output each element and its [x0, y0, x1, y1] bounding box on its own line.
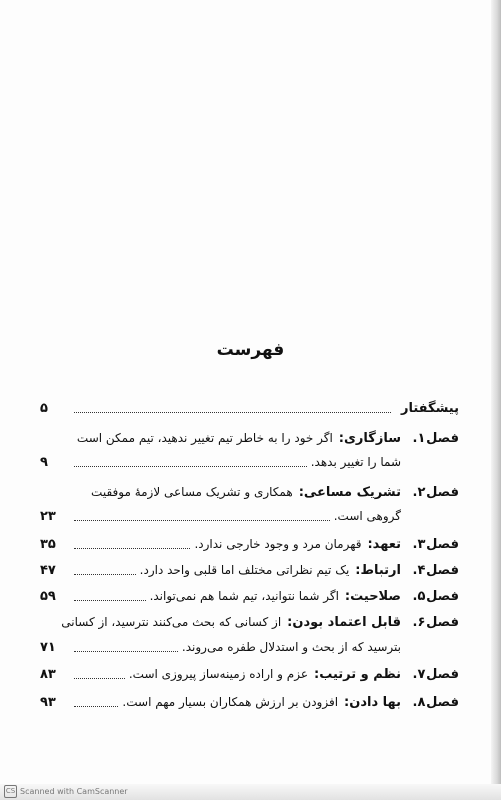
- toc-entry-chapter-6-cont: [40, 637, 459, 657]
- scanner-watermark-text: Scanned with CamScanner: [20, 787, 128, 796]
- scanner-watermark: [4, 785, 128, 798]
- page-number: ۳۵: [40, 536, 56, 552]
- toc-entry-chapter-2[interactable]: [40, 482, 459, 502]
- toc-entry-chapter-2-cont: [40, 506, 459, 526]
- chapter-title: تشریک مساعی:: [298, 484, 401, 500]
- page-number: ۴۷: [40, 562, 56, 578]
- chapter-title: ارتباط:: [355, 562, 401, 578]
- chapter-number: ۷.: [412, 666, 426, 682]
- toc-entry-chapter-6[interactable]: [40, 612, 459, 632]
- toc-entry-chapter-8[interactable]: [40, 692, 459, 712]
- dot-leader: [74, 706, 118, 707]
- page-number: ۷۱: [40, 639, 56, 655]
- chapter-label: [401, 695, 459, 710]
- chapter-label: [401, 667, 459, 682]
- chapter-label: [401, 537, 459, 552]
- chapter-word: فصل: [426, 430, 459, 446]
- page-number: ۲۳: [40, 508, 56, 524]
- chapter-description-cont: بترسید که از بحث و استدلال طفره می‌روند.: [181, 640, 401, 654]
- page-number: ۹: [40, 454, 48, 470]
- chapter-description: یک تیم نظراتی مختلف اما قلبی واحد دارد.: [139, 563, 350, 577]
- chapter-description-cont: شما را تغییر بدهد.: [310, 455, 401, 469]
- toc-entry-chapter-1-cont: [40, 452, 459, 472]
- chapter-title: بها دادن:: [344, 694, 401, 710]
- chapter-word: فصل: [426, 484, 459, 500]
- chapter-number: ۶.: [412, 614, 426, 630]
- dot-leader: [74, 651, 178, 652]
- chapter-label: [401, 615, 459, 630]
- chapter-label: [401, 563, 459, 578]
- toc-entry-chapter-1[interactable]: [40, 428, 459, 448]
- toc-title: فهرست: [216, 340, 285, 360]
- chapter-description: از کسانی که بحث می‌کنند نترسید، از کسانی: [61, 615, 282, 629]
- dot-leader: [74, 574, 136, 575]
- dot-leader: [74, 678, 125, 679]
- page-number: ۹۳: [40, 694, 56, 710]
- chapter-description: افزودن بر ارزش همکاران بسیار مهم است.: [122, 695, 339, 709]
- toc-entry-chapter-7[interactable]: [40, 664, 459, 684]
- chapter-title: تعهد:: [367, 536, 401, 552]
- page-edge-shadow: [491, 0, 501, 800]
- chapter-number: ۱.: [412, 430, 426, 446]
- chapter-number: ۵.: [412, 588, 426, 604]
- chapter-label: [401, 589, 459, 604]
- preface-label: پیشگفتار: [400, 400, 459, 416]
- dot-leader: [74, 412, 391, 413]
- chapter-number: ۸.: [412, 694, 426, 710]
- page-number: ۸۳: [40, 666, 56, 682]
- chapter-word: فصل: [426, 562, 459, 578]
- chapter-number: ۳.: [412, 536, 426, 552]
- page-number: ۵: [40, 400, 48, 416]
- chapter-title: صلاحیت:: [344, 588, 401, 604]
- chapter-word: فصل: [426, 666, 459, 682]
- toc-entry-chapter-5[interactable]: [40, 586, 459, 606]
- dot-leader: [74, 466, 307, 467]
- dot-leader: [74, 600, 146, 601]
- toc-entry-preface[interactable]: [40, 398, 459, 418]
- page-number: ۵۹: [40, 588, 56, 604]
- chapter-description: عزم و اراده زمینه‌ساز پیروزی است.: [128, 667, 308, 681]
- chapter-description: اگر شما نتوانید، تیم شما هم نمی‌تواند.: [149, 589, 339, 603]
- chapter-description: قهرمان مرد و وجود خارجی ندارد.: [194, 537, 362, 551]
- chapter-title: سازگاری:: [338, 430, 401, 446]
- dot-leader: [74, 520, 330, 521]
- chapter-description-cont: گروهی است.: [333, 509, 401, 523]
- chapter-number: ۲.: [412, 484, 426, 500]
- chapter-label: [401, 485, 459, 500]
- chapter-number: ۴.: [412, 562, 426, 578]
- chapter-description: اگر خود را به خاطر تیم تغییر ندهید، تیم ممکن است: [76, 431, 333, 445]
- chapter-title: قابل اعتماد بودن:: [287, 614, 401, 630]
- chapter-word: فصل: [426, 614, 459, 630]
- camscanner-logo-icon: CS: [4, 785, 17, 798]
- chapter-description: همکاری و تشریک مساعی لازمهٔ موفقیت: [91, 485, 293, 499]
- toc-entry-chapter-4[interactable]: [40, 560, 459, 580]
- dot-leader: [74, 548, 190, 549]
- chapter-word: فصل: [426, 588, 459, 604]
- chapter-word: فصل: [426, 694, 459, 710]
- chapter-word: فصل: [426, 536, 459, 552]
- chapter-title: نظم و ترتیب:: [314, 666, 401, 682]
- toc-entry-chapter-3[interactable]: [40, 534, 459, 554]
- chapter-label: [401, 431, 459, 446]
